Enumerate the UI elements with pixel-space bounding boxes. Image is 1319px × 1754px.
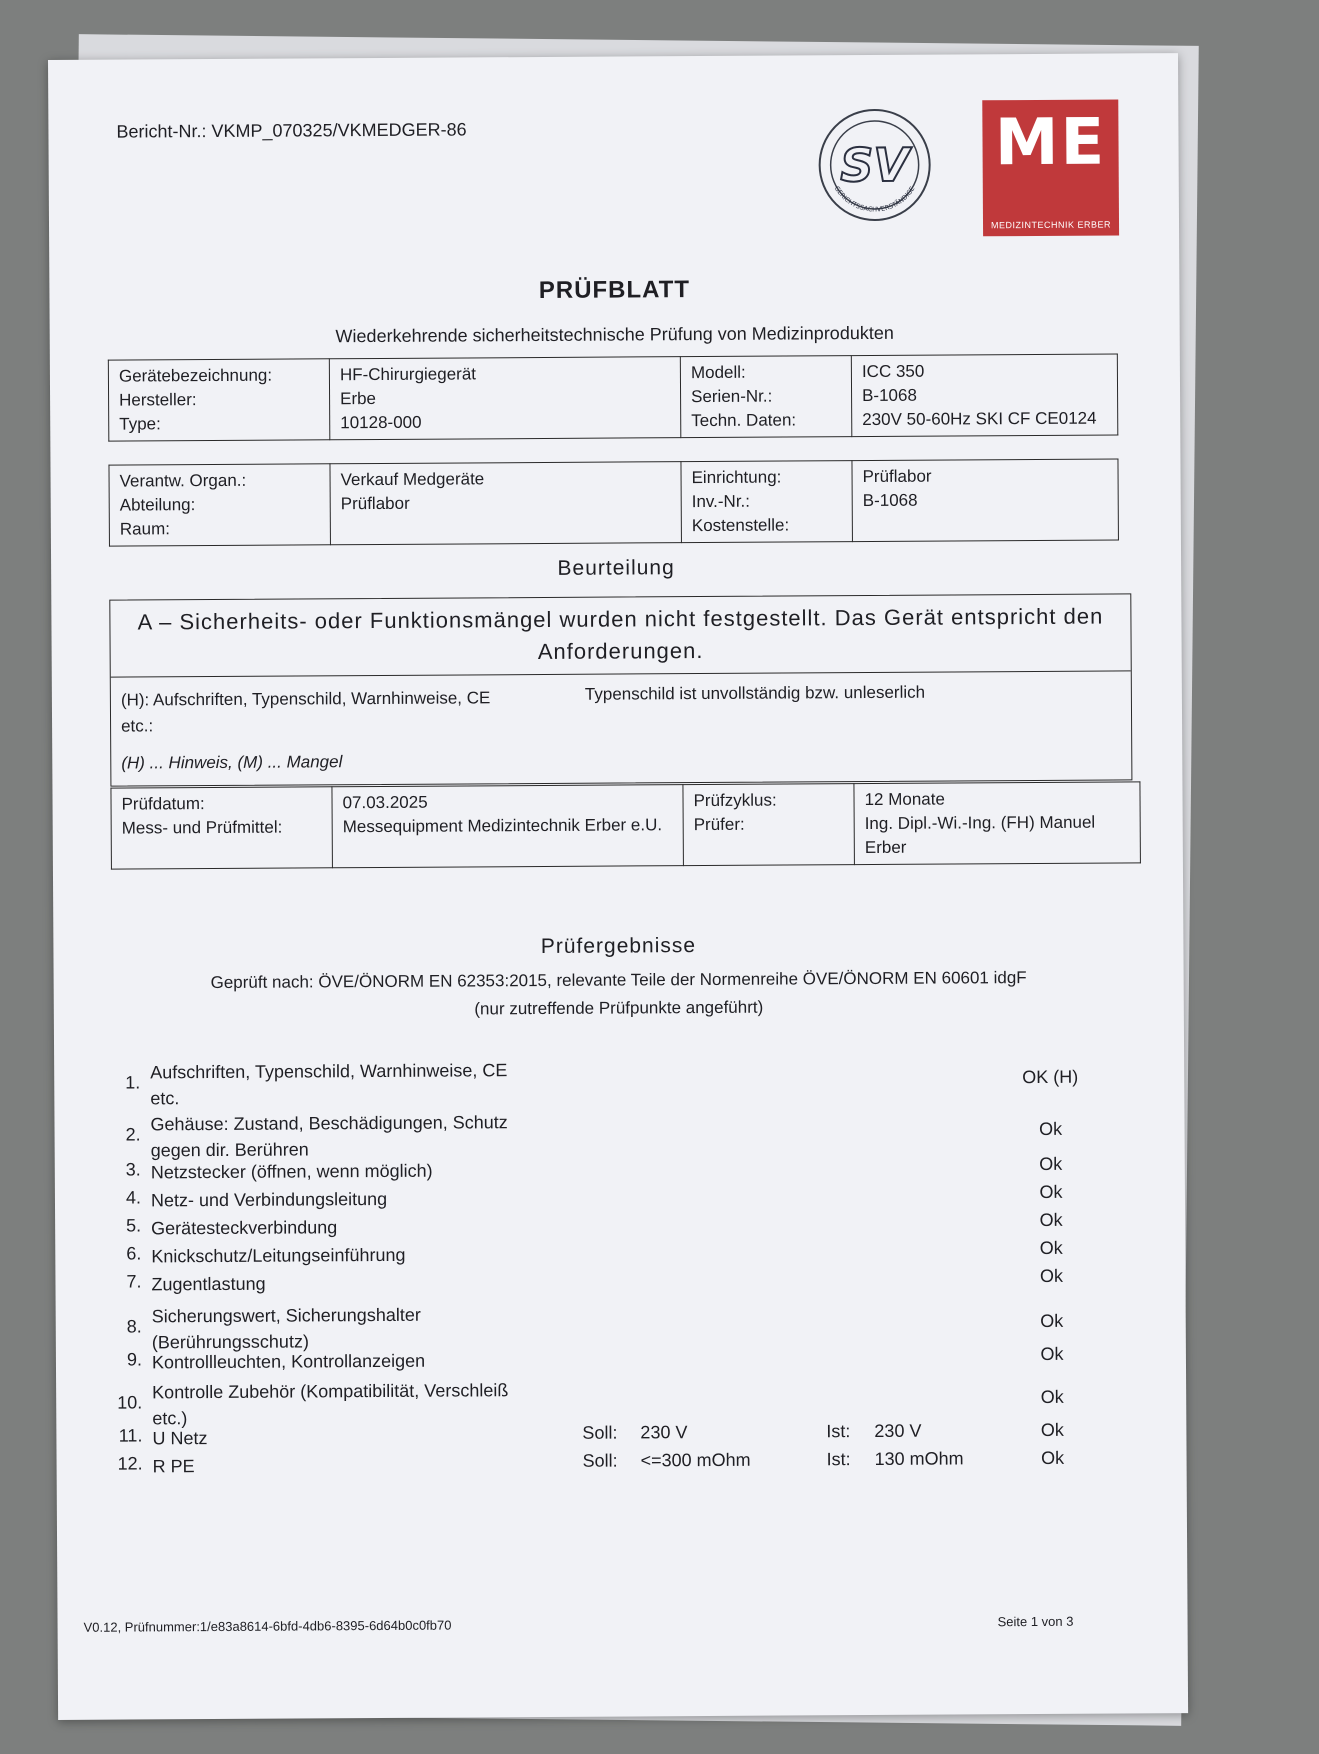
test-info-table	[110, 781, 1140, 869]
org-cost-label: Kostenstelle:	[691, 515, 790, 536]
device-type-label: Type:	[119, 414, 161, 434]
result-label: Knickschutz/Leitungseinführung	[151, 1244, 406, 1267]
result-number: 1.	[125, 1072, 141, 1093]
test-date-label: Prüfdatum:	[121, 794, 205, 814]
result-status: Ok	[1039, 1209, 1063, 1230]
me-company-logo	[982, 99, 1119, 236]
result-number: 6.	[126, 1243, 142, 1264]
device-type-value: 10128-000	[340, 412, 422, 433]
device-name-label: Gerätebezeichnung:	[118, 365, 273, 386]
assessment-result: A – Sicherheits- oder Funktionsmängel wurden nicht festgestellt. Das Gerät entspricht den Anforderungen.	[110, 594, 1130, 677]
org-facility-label: Einrichtung:	[691, 467, 782, 488]
results-standard: Geprüft nach: ÖVE/ÖNORM EN 62353:2015, relevante Teile der Normenreihe ÖVE/ÖNORM EN 60601 idgF	[210, 968, 1027, 993]
result-number: 4.	[125, 1187, 142, 1208]
result-label: Sicherungswert, Sicherungshalter (Berührungsschutz)	[151, 1304, 421, 1353]
sv-seal-logo	[816, 107, 933, 224]
org-dept-label: Abteilung:	[119, 495, 196, 515]
test-equip-label: Mess- und Prüfmittel:	[121, 817, 283, 838]
result-status: Ok	[1039, 1265, 1064, 1286]
result-row	[102, 1297, 1142, 1353]
test-cycle-label: Prüfzyklus:	[693, 790, 777, 811]
result-label: Kontrolle Zubehör (Kompatibilität, Verschleiß etc.)	[152, 1380, 509, 1429]
footer-version: V0.12, Prüfnummer:1/e83a8614-6bfd-4db6-8395-6d64b0c0fb70	[83, 1617, 452, 1635]
result-number: 12.	[117, 1453, 143, 1474]
result-number: 11.	[118, 1425, 143, 1446]
result-soll-label: Soll:	[582, 1422, 618, 1443]
me-logo-text: ME	[994, 105, 1107, 181]
device-tech-value: 230V 50-60Hz SKI CF CE0124	[862, 408, 1097, 430]
device-tech-label: Techn. Daten:	[691, 410, 797, 431]
result-number: 5.	[126, 1215, 142, 1236]
test-equip-value: Messequipment Medizintechnik Erber e.U.	[342, 815, 663, 837]
device-info-table	[108, 353, 1118, 441]
device-serial-value: B-1068	[862, 385, 917, 406]
results-note: (nur zutreffende Prüfpunkte angeführt)	[474, 997, 764, 1019]
results-heading: Prüfergebnisse	[540, 934, 697, 959]
result-label: Zugentlastung	[151, 1273, 266, 1295]
result-row	[100, 1053, 1140, 1109]
document-page	[48, 53, 1188, 1720]
org-dept-value: Prüflabor	[340, 493, 410, 514]
org-resp-label: Verantw. Organ.:	[119, 470, 247, 491]
result-ist-label: Ist:	[826, 1421, 851, 1442]
page-title: PRÜFBLATT	[538, 276, 691, 305]
result-soll-label: Soll:	[582, 1450, 618, 1471]
page-subtitle: Wiederkehrende sicherheitstechnische Prüfung von Medizinprodukten	[335, 322, 894, 347]
org-resp-value: Verkauf Medgeräte	[340, 469, 485, 490]
result-label: U Netz	[152, 1428, 208, 1449]
me-logo-subtitle: MEDIZINTECHNIK ERBER	[990, 219, 1112, 231]
device-model-label: Modell:	[690, 362, 746, 383]
result-number: 8.	[126, 1316, 142, 1337]
org-room-label: Raum:	[119, 519, 171, 539]
result-status: Ok	[1039, 1237, 1063, 1258]
test-tester-label: Prüfer:	[693, 814, 745, 835]
sv-ring-text: GERICHTSSACHVERSTÄNDIGE	[832, 184, 917, 214]
result-soll-value: <=300 mOhm	[640, 1449, 751, 1471]
result-number: 10.	[117, 1392, 143, 1413]
result-status: OK (H)	[1022, 1066, 1079, 1088]
result-ist-value: 230 V	[874, 1420, 922, 1441]
result-label: Aufschriften, Typenschild, Warnhinweise, CE etc.	[150, 1060, 508, 1109]
report-number: Bericht-Nr.: VKMP_070325/VKMEDGER-86	[116, 119, 467, 142]
org-inv-label: Inv.-Nr.:	[691, 491, 751, 512]
org-inv-value: B-1068	[862, 490, 918, 511]
test-cycle-value: 12 Monate	[864, 789, 945, 810]
result-label: Gerätesteckverbindung	[151, 1217, 338, 1239]
device-serial-label: Serien-Nr.:	[691, 386, 773, 407]
assessment-heading: Beurteilung	[557, 556, 675, 580]
assessment-note-value: Typenschild ist unvollständig bzw. unleserlich	[584, 682, 926, 704]
result-ist-label: Ist:	[826, 1449, 851, 1470]
result-status: Ok	[1040, 1343, 1064, 1364]
result-status: Ok	[1039, 1153, 1063, 1174]
result-label: Netz- und Verbindungsleitung	[150, 1188, 388, 1211]
assessment-box	[109, 593, 1132, 786]
device-maker-value: Erbe	[340, 389, 377, 409]
test-date-value: 07.03.2025	[342, 792, 428, 813]
result-label: Gehäuse: Zustand, Beschädigungen, Schutz gegen dir. Berühren	[150, 1112, 508, 1161]
assessment-legend: (H) ... Hinweis, (M) ... Mangel	[121, 752, 343, 773]
result-number: 2.	[125, 1124, 141, 1145]
org-facility-value: Prüflabor	[862, 466, 932, 487]
result-status: Ok	[1040, 1310, 1064, 1331]
result-status: Ok	[1040, 1419, 1064, 1440]
result-status: Ok	[1040, 1386, 1064, 1407]
organisation-info-table	[108, 458, 1118, 546]
result-status: Ok	[1038, 1118, 1063, 1139]
result-label: Kontrollleuchten, Kontrollanzeigen	[151, 1350, 426, 1373]
device-model-value: ICC 350	[861, 361, 925, 382]
test-tester-value: Ing. Dipl.-Wi.-Ing. (FH) Manuel Erber	[864, 812, 1096, 858]
assessment-note-label: (H): Aufschriften, Typenschild, Warnhinweise, CE etc.:	[120, 688, 491, 736]
device-maker-label: Hersteller:	[119, 390, 197, 410]
result-number: 7.	[126, 1271, 142, 1292]
sv-logo-text: SV	[840, 137, 910, 193]
result-status: Ok	[1040, 1447, 1065, 1468]
result-label: R PE	[152, 1456, 195, 1477]
result-number: 9.	[126, 1349, 143, 1370]
result-soll-value: 230 V	[640, 1422, 688, 1443]
result-number: 3.	[125, 1159, 141, 1180]
footer-page-number: Seite 1 von 3	[997, 1613, 1074, 1630]
result-ist-value: 130 mOhm	[874, 1448, 964, 1469]
device-name-value: HF-Chirurgiegerät	[339, 364, 477, 385]
result-label: Netzstecker (öffnen, wenn möglich)	[150, 1160, 433, 1183]
result-status: Ok	[1039, 1181, 1063, 1202]
